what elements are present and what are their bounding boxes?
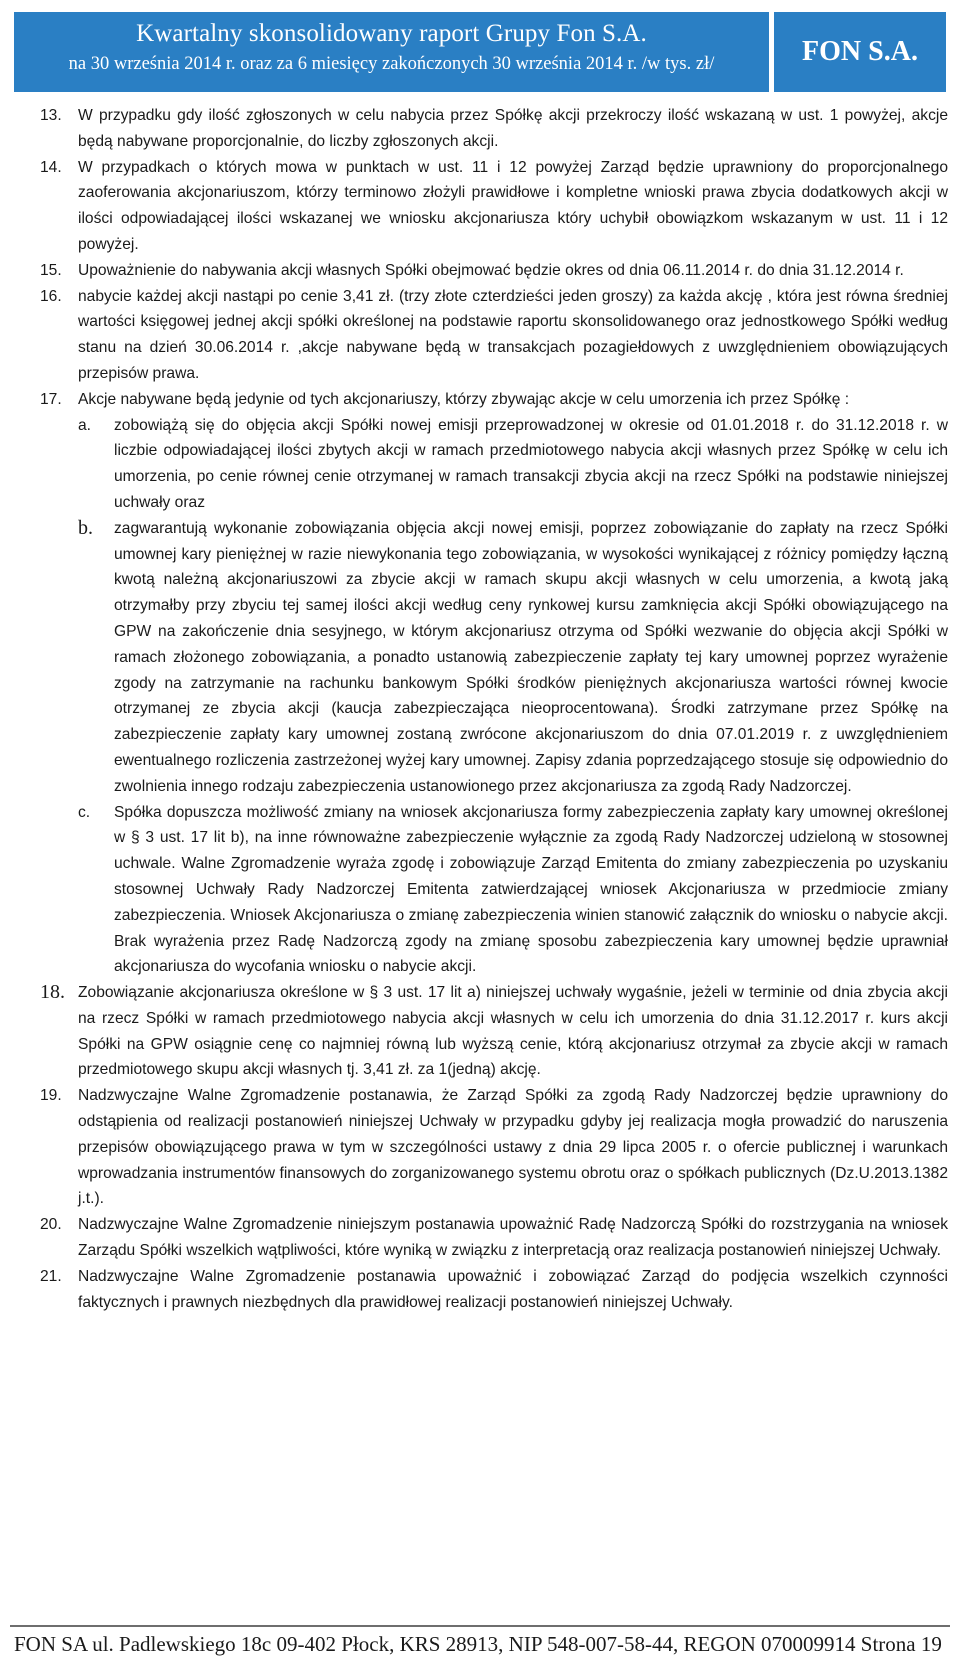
item-number: 18. — [40, 981, 65, 1004]
item-number: 21. — [40, 1267, 62, 1285]
sub-list-item — [78, 413, 948, 516]
list-item — [40, 1264, 948, 1316]
item-text: W przypadku gdy ilość zgłoszonych w celu nabycia przez Spółkę akcji przekroczy ilość wskazaną w ust. 1 powyżej, akcje będą nabywane proporcjonalnie, do liczby zgłoszonych akcji. — [78, 107, 948, 150]
item-number: 17. — [40, 390, 62, 408]
list-item — [40, 387, 948, 413]
list-item — [40, 980, 948, 1083]
list-item — [40, 258, 948, 284]
sub-list-item — [78, 516, 948, 800]
report-subtitle: na 30 września 2014 r. oraz za 6 miesięcy zakończonych 30 września 2014 r. /w tys. zł/ — [68, 54, 715, 74]
item-text: Upoważnienie do nabywania akcji własnych Spółki obejmować będzie okres od dnia 06.11.2014 r. do dnia 31.12.2014 r. — [78, 261, 904, 279]
page-header — [14, 12, 946, 92]
item-text: Zobowiązanie akcjonariusza określone w § 3 ust. 17 lit a) niniejszej uchwały wygaśnie, jeżeli w terminie od dnia zbycia akcji na rzecz Spółki w ramach przedmiotowego nabycia akcji własnych w celu ich umorzenia do dnia 31.12.2017 r. kurs akcji Spółki na GPW osiągnie cenę co najmniej równą lub wyższą cenie, którą akcjonariusz otrzymał za zbycie akcji w ramach przedmiotowego skupu akcji własnych tj. 3,41 zł. za 1(jedną) akcję. — [78, 984, 948, 1079]
list-item — [40, 103, 948, 155]
item-text: Nadzwyczajne Walne Zgromadzenie niniejszym postanawia upoważnić Radę Nadzorczą Spółki do rozstrzygania na wniosek Zarządu Spółki wszelkich wątpliwości, które wyniką w związku z interpretacją oraz realizacja postanowień niniejszej Uchwały. — [78, 1216, 948, 1260]
sub-item-letter: b. — [78, 516, 93, 539]
item-text: nabycie każdej akcji nastąpi po cenie 3,41 zł. (trzy złote czterdzieści jeden groszy) za każda akcję , która jest równa średniej wartości księgowej jednej akcji spółki określonej na podstawie raportu skonsolidowanego oraz jednostkowego Spółki według stanu na dzień 30.06.2014 r. ,akcje nabywane będą w transakcjach pozagiełdowych z uwzględnieniem obowiązujących przepisów prawa. — [78, 287, 948, 382]
list-item — [40, 1083, 948, 1212]
footer-divider — [10, 1625, 950, 1627]
report-title: Kwartalny skonsolidowany raport Grupy Fon S.A. — [136, 20, 647, 47]
sub-item-letter: c. — [78, 803, 91, 821]
item-text: Nadzwyczajne Walne Zgromadzenie postanawia, że Zarząd Spółki za zgodą Rady Nadzorczej będzie uprawniony do odstąpienia od realizacji postanowień niniejszej Uchwały w przypadku gdyby jej realizacja mogła prowadzić do naruszenia przepisów obowiązującego prawa w tym w szczególności ustawy z dnia 29 lipca 2005 r. o ofercie publicznej i warunkach wprowadzania instrumentów finansowych do zorganizowanego systemu obrotu oraz o spółkach publicznych (Dz.U.2013.1382 j.t.). — [78, 1087, 948, 1208]
item-text: Akcje nabywane będą jedynie od tych akcjonariuszy, którzy zbywając akcje w celu umorzenia ich przez Spółkę : — [78, 390, 850, 408]
sub-list-item — [78, 800, 948, 981]
item-number: 16. — [40, 287, 62, 305]
item-number: 20. — [40, 1216, 62, 1234]
sub-item-text: zobowiążą się do objęcia akcji Spółki nowej emisji przeprowadzonej w okresie od 01.01.2018 r. do 31.12.2018 r. w liczbie odpowiadającej ilości zbytych akcji w ramach przedmiotowego nabycia akcji własnych przez Spółkę w celu ich umorzenia, po cenie równej cenie otrzymanej w ramach transakcji zbycia akcji na rzecz Spółki na podstawie niniejszej uchwały oraz — [114, 416, 948, 511]
sub-item-letter: a. — [78, 416, 92, 434]
item-number: 15. — [40, 261, 62, 279]
item-number: 13. — [40, 107, 62, 124]
company-logo: FON S.A. — [774, 12, 946, 92]
list-item — [40, 1212, 948, 1264]
item-text: Nadzwyczajne Walne Zgromadzenie postanawia upoważnić i zobowiązać Zarząd do podjęcia wszelkich czynności faktycznych i prawnych niezbędnych dla prawidłowej realizacji postanowień niniejszej Uchwały. — [78, 1267, 948, 1311]
page-footer: FON SA ul. Padlewskiego 18c 09-402 Płock, KRS 28913, NIP 548-007-58-44, REGON 070009914 Strona 19 — [14, 1632, 942, 1656]
document-body — [40, 103, 948, 1315]
list-item — [40, 155, 948, 258]
list-item — [40, 284, 948, 387]
item-text: W przypadkach o których mowa w punktach w ust. 11 i 12 powyżej Zarząd będzie uprawniony do proporcjonalnego zaoferowania akcjonariuszom, którzy terminowo złożyli prawidłowe i kompletne wnioski prawa zbycia dodatkowych akcji w ilości odpowiadającej ilości wskazanej we wniosku akcjonariusza który uchybił obowiązkom wskazanym w ust. 11 i 12 powyżej. — [78, 158, 948, 253]
sub-item-text: Spółka dopuszcza możliwość zmiany na wniosek akcjonariusza formy zabezpieczenia zapłaty kary umownej określonej w § 3 ust. 17 lit b), na inne równoważne zabezpieczenie wyłącznie za zgodą Rady Nadzorczej udzieloną w stosownej uchwale. Walne Zgromadzenie wyraża zgodę i zobowiązuje Zarząd Emitenta do zmiany zabezpieczenia po uzyskaniu stosownej Uchwały Rady Nadzorczej Emitenta zatwierdzającej wniosek Akcjonariusza w przedmiocie zmiany zabezpieczenia. Wniosek Akcjonariusza o zmianę zabezpieczenia winien stanowić załącznik do wniosku o nabycie akcji. Brak wyrażenia przez Radę Nadzorczą zgody na zmianę sposobu zabezpieczenia kary umownej będzie uprawniał akcjonariusza do wycofania wniosku o nabycie akcji. — [114, 803, 948, 976]
item-number: 14. — [40, 158, 62, 176]
report-title-banner — [14, 12, 769, 92]
sub-item-text: zagwarantują wykonanie zobowiązania objęcia akcji nowej emisji, poprzez zobowiązanie do zapłaty na rzecz Spółki umownej kary pieniężnej w razie niewykonania tego zobowiązania, w wysokości wynikającej z różnicy pomiędzy łączną kwotą należną akcjonariuszowi za zbycie akcji w ramach skupu akcji własnych w celu umorzenia, a kwotą jaką otrzymałby przy zbyciu tej samej ilości akcji według ceny rynkowej kursu zamknięcia akcji Spółki obowiązującego na GPW na zakończenie dnia sesyjnego, w którym akcjonariusz otrzyma od Spółki wezwanie do objęcia akcji Spółki w ramach złożonego zobowiązania, a ponadto ustanowią zabezpieczenie zapłaty tej kary umownej poprzez wyrażenie zgody na zatrzymanie na rachunku bankowym Spółki środków pieniężnych akcjonariusza wartości równej kwocie otrzymanej ze zbycia akcji (kaucja zabezpieczająca nieoprocentowana). Środki zatrzymane przez Spółkę na zabezpieczenie zapłaty kary umownej zostaną zwrócone akcjonariuszom do dnia 07.01.2019 r. z uwzględnieniem ewentualnego rozliczenia zastrzeżonej wyżej kary umownej. Zapisy zdania poprzedzającego stosuje się odpowiednio do zwolnienia innego rodzaju zabezpieczenia ustanowionego przez akcjonariusza za zgodą Rady Nadzorczej. — [114, 519, 948, 795]
item-number: 19. — [40, 1087, 62, 1105]
